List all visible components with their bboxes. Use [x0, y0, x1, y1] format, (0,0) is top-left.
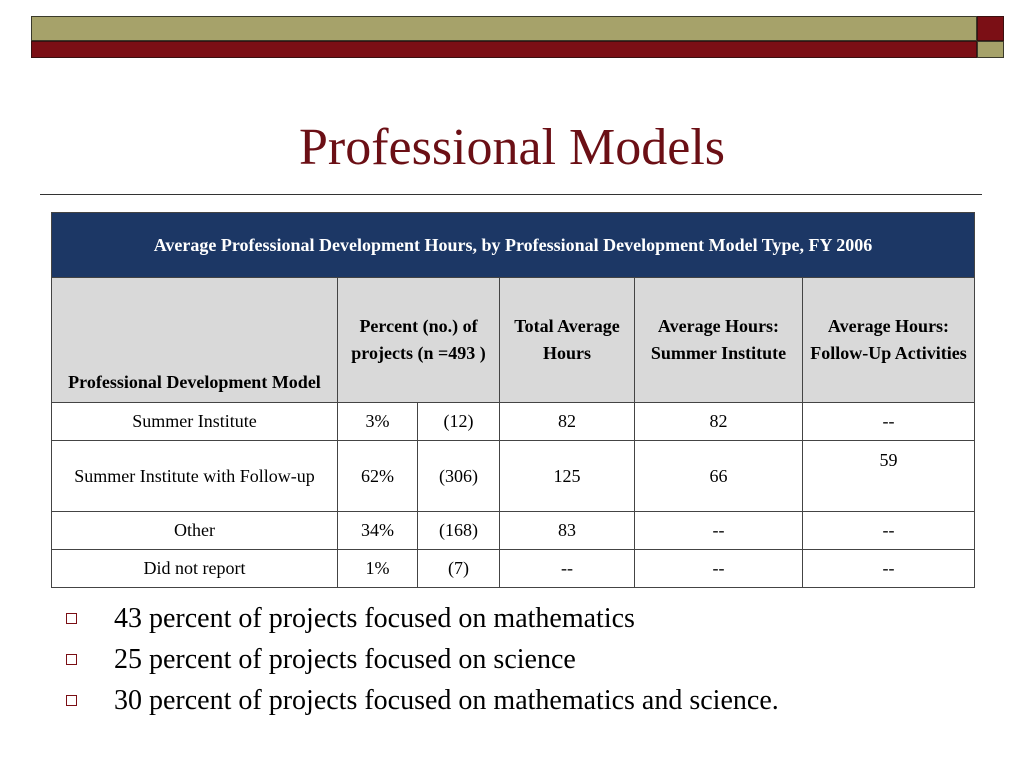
pd-hours-table — [51, 212, 975, 588]
table-caption: Average Professional Development Hours, by Professional Development Model Type, FY 2006 — [52, 213, 975, 278]
table-row — [52, 550, 975, 588]
cell-followup: -- — [803, 512, 975, 550]
cell-total: 82 — [500, 403, 635, 441]
cell-followup: -- — [803, 550, 975, 588]
bullet-list — [66, 598, 779, 721]
header-total: Total Average Hours — [500, 278, 635, 403]
cell-model: Summer Institute — [52, 403, 338, 441]
cell-count: (7) — [418, 550, 500, 588]
cell-summer: -- — [635, 550, 803, 588]
hollow-square-bullet-icon — [66, 654, 77, 665]
cell-total: 83 — [500, 512, 635, 550]
table-row — [52, 512, 975, 550]
header-bar-maroon — [31, 41, 977, 58]
cell-followup: 59 — [803, 441, 975, 512]
title-divider — [40, 194, 982, 195]
bullet-text: 30 percent of projects focused on mathematics and science. — [114, 685, 779, 716]
table-row — [52, 441, 975, 512]
hollow-square-bullet-icon — [66, 613, 77, 624]
cell-pct: 34% — [338, 512, 418, 550]
header-followup: Average Hours: Follow-Up Activities — [803, 278, 975, 403]
cell-model: Summer Institute with Follow-up — [52, 441, 338, 512]
cell-summer: 66 — [635, 441, 803, 512]
cell-count: (168) — [418, 512, 500, 550]
cell-count: (12) — [418, 403, 500, 441]
list-item — [66, 639, 779, 680]
header-square-olive — [977, 41, 1004, 58]
list-item — [66, 680, 779, 721]
cell-total: -- — [500, 550, 635, 588]
table-row — [52, 403, 975, 441]
cell-pct: 62% — [338, 441, 418, 512]
header-model: Professional Development Model — [52, 278, 338, 403]
cell-total: 125 — [500, 441, 635, 512]
hollow-square-bullet-icon — [66, 695, 77, 706]
cell-model: Other — [52, 512, 338, 550]
list-item — [66, 598, 779, 639]
cell-summer: 82 — [635, 403, 803, 441]
cell-summer: -- — [635, 512, 803, 550]
cell-pct: 1% — [338, 550, 418, 588]
cell-count: (306) — [418, 441, 500, 512]
header-bar-olive — [31, 16, 977, 41]
cell-model: Did not report — [52, 550, 338, 588]
header-percent: Percent (no.) of projects (n =493 ) — [338, 278, 500, 403]
bullet-text: 43 percent of projects focused on mathematics — [114, 603, 635, 634]
slide-title: Professional Models — [298, 119, 726, 176]
header-square-maroon — [977, 16, 1004, 41]
cell-pct: 3% — [338, 403, 418, 441]
header-summer: Average Hours: Summer Institute — [635, 278, 803, 403]
cell-followup: -- — [803, 403, 975, 441]
bullet-text: 25 percent of projects focused on science — [114, 644, 576, 675]
